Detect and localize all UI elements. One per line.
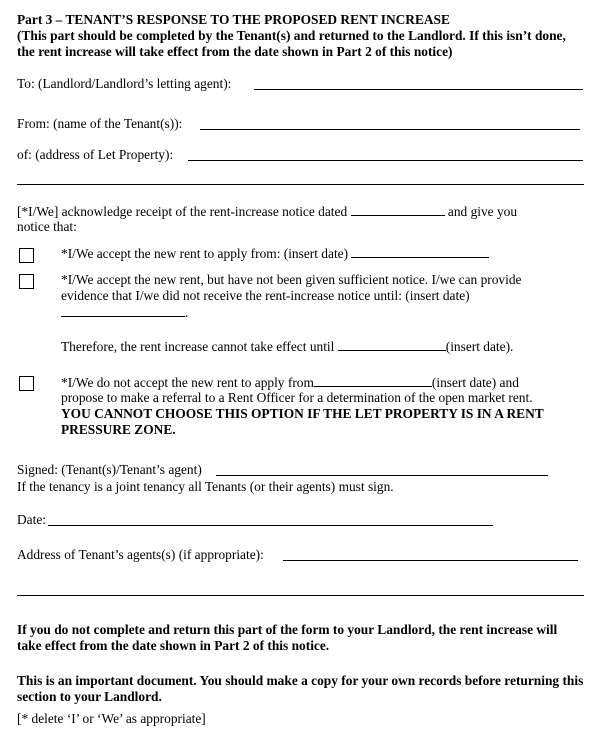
option3-date-line[interactable] (314, 374, 432, 387)
option3-line2: propose to make a referral to a Rent Officer for a determination of the open market rent. (61, 390, 533, 405)
rent-pressure-warning: YOU CANNOT CHOOSE THIS OPTION IF THE LET PROPERTY IS IN A RENT PRESSURE ZONE. (61, 406, 544, 437)
option1-text (61, 245, 584, 262)
important-document-note: This is an important document. You should make a copy for your own records before returning this section to your Landlord. (17, 673, 584, 704)
option1-label: *I/We accept the new rent to apply from: (insert date) (61, 246, 349, 261)
option2-line3 (61, 304, 584, 321)
option3-line1 (61, 374, 584, 391)
signature-line[interactable] (216, 475, 548, 476)
option2-line1: *I/We accept the new rent, but have not been given sufficient notice. I/we can provide (61, 272, 522, 287)
option2-period: . (185, 305, 189, 320)
to-input-line[interactable] (254, 89, 583, 90)
address-input-line[interactable] (188, 160, 583, 161)
acknowledge-text (17, 203, 584, 220)
delete-note: [* delete ‘I’ or ‘We’ as appropriate] (17, 711, 206, 726)
option3-after: (insert date) and (431, 375, 519, 390)
option2-therefore (61, 338, 584, 355)
option1-checkbox[interactable] (19, 248, 34, 263)
therefore-before: Therefore, the rent increase cannot take effect until (61, 339, 335, 354)
form-instructions: (This part should be completed by the Tenant(s) and returned to the Landlord. If this isn’t done, the rent increase will take effect from the date shown in Part 2 of this notice) (17, 28, 566, 59)
joint-tenancy-note: If the tenancy is a joint tenancy all Tenants (or their agents) must sign. (17, 479, 394, 494)
from-input-line[interactable] (200, 129, 580, 130)
agent-address-line-2[interactable] (17, 595, 584, 596)
return-warning: If you do not complete and return this part of the form to your Landlord, the rent increase will take effect from the date shown in Part 2 of this notice. (17, 622, 558, 653)
option1-date-line[interactable] (351, 245, 489, 258)
acknowledge-line2: notice that: (17, 219, 77, 234)
signed-label: Signed: (Tenant(s)/Tenant’s agent) (17, 462, 202, 477)
effect-date-line[interactable] (338, 338, 446, 351)
acknowledge-after: and give you (447, 204, 518, 219)
date-input-line[interactable] (48, 525, 493, 526)
option3-before: *I/We do not accept the new rent to apply from (61, 375, 314, 390)
agent-address-label: Address of Tenant’s agents(s) (if appropriate): (17, 547, 264, 562)
therefore-after: (insert date). (445, 339, 514, 354)
form-title: Part 3 – TENANT’S RESPONSE TO THE PROPOSED RENT INCREASE (17, 12, 450, 27)
option3-checkbox[interactable] (19, 376, 34, 391)
address-label: of: (address of Let Property): (17, 147, 174, 162)
from-label: From: (name of the Tenant(s)): (17, 116, 183, 131)
date-label: Date: (17, 512, 46, 527)
option2-date-line[interactable] (61, 304, 185, 317)
agent-address-line[interactable] (283, 560, 578, 561)
option2-line2: evidence that I/we did not receive the rent-increase notice until: (insert date) (61, 288, 470, 303)
to-label: To: (Landlord/Landlord’s letting agent): (17, 76, 232, 91)
option2-checkbox[interactable] (19, 274, 34, 289)
address-input-line-2[interactable] (17, 184, 584, 185)
notice-date-line[interactable] (351, 203, 445, 216)
acknowledge-before: [*I/We] acknowledge receipt of the rent-increase notice dated (17, 204, 348, 219)
